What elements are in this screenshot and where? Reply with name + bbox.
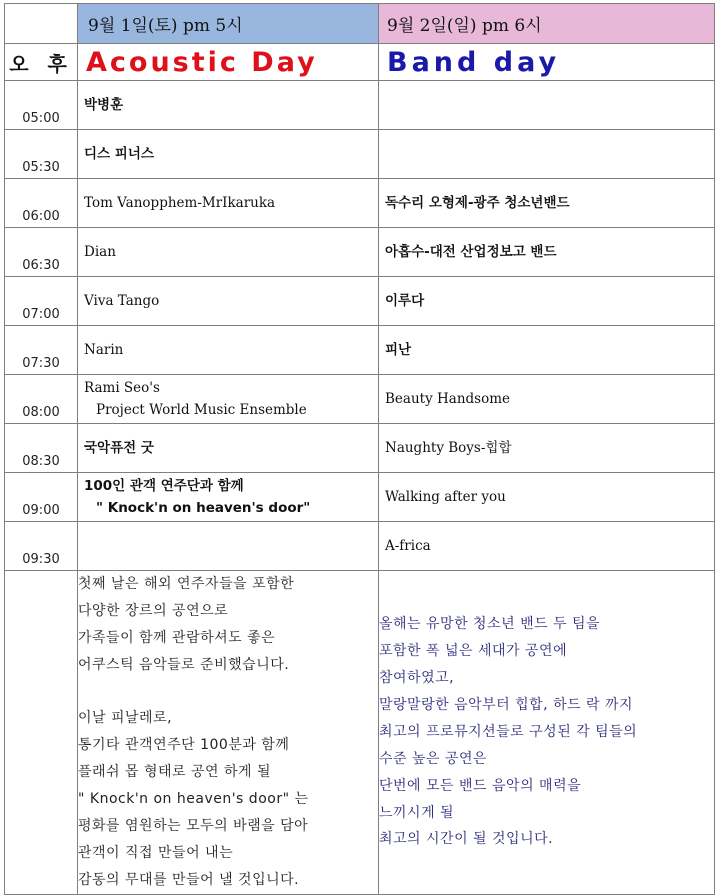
time-slot-row [5,277,715,326]
performer-line: Naughty Boys-힙합 [385,440,512,456]
description-line: 가족들이 함께 관람하셔도 좋은 [78,629,276,646]
sunday-performer-cell [379,522,715,571]
performer-line: " Knock'n on heaven's door" [96,500,311,516]
performer-line: 디스 피너스 [84,146,154,162]
saturday-performer-cell [78,130,379,179]
performer-line: Dian [84,244,116,260]
schedule-table [4,3,715,895]
sunday-date-header: 9월 2일(일) pm 6시 [379,4,715,44]
time-slot-row [5,130,715,179]
performer-line: 이루다 [385,293,425,309]
sunday-performer-cell [379,375,715,424]
time-slot-row [5,326,715,375]
time-slot-row [5,424,715,473]
sunday-performer-cell [379,81,715,130]
performer-line: A-frica [385,538,431,554]
time-slot-row [5,228,715,277]
description-line: 참여하였고, [379,670,455,687]
performer-line: Walking after you [385,489,506,505]
performer-line: Narin [84,342,124,358]
time-cell: 05:30 [5,130,78,179]
header-blank-cell [5,4,78,44]
description-line: 감동의 무대를 만들어 낼 것입니다. [78,871,300,888]
description-line: 포함한 폭 넓은 세대가 공연에 [379,643,568,660]
saturday-performer-cell [78,326,379,375]
description-row [5,571,715,895]
time-cell: 07:00 [5,277,78,326]
saturday-performer-cell [78,473,379,522]
saturday-performer-cell [78,424,379,473]
saturday-performer-cell [78,277,379,326]
description-line: 어쿠스틱 음악들로 준비했습니다. [78,656,290,673]
day-title-row [5,44,715,81]
time-cell: 09:30 [5,522,78,571]
time-cell: 08:00 [5,375,78,424]
saturday-performer-cell [78,179,379,228]
saturday-performer-cell [78,522,379,571]
pm-label: 오 후 [5,44,78,81]
sunday-performer-cell [379,130,715,179]
performer-line: 국악퓨전 굿 [84,440,154,456]
description-line: 관객이 직접 만들어 내는 [78,844,234,861]
description-blank-cell [5,571,78,895]
description-line [78,679,378,706]
description-line: 최고의 프로뮤지션들로 구성된 각 팀들의 [379,723,638,740]
band-day-title: Band day [379,44,715,81]
time-cell: 07:30 [5,326,78,375]
time-slot-row [5,179,715,228]
performer-line: 박병훈 [84,97,124,113]
time-slot-row [5,522,715,571]
performer-line: 피난 [385,342,412,358]
performer-line: 독수리 오형제-광주 청소년밴드 [385,195,570,211]
acoustic-day-title: Acoustic Day [78,44,379,81]
saturday-performer-cell [78,228,379,277]
sunday-performer-cell [379,473,715,522]
saturday-performer-cell [78,81,379,130]
time-cell: 09:00 [5,473,78,522]
description-line: 말랑말랑한 음악부터 힙합, 하드 락 까지 [379,697,634,713]
saturday-performer-cell [78,375,379,424]
description-line: " Knock'n on heaven's door" 는 [78,791,309,808]
sunday-performer-cell [379,424,715,473]
description-line: 이날 피날레로, [78,710,173,727]
description-line: 수준 높은 공연은 [379,750,488,767]
performer-line: 아홉수-대전 산업정보고 밴드 [385,244,557,260]
sunday-performer-cell [379,277,715,326]
description-line: 플래쉬 몹 형태로 공연 하게 될 [78,764,272,781]
description-line: 느끼시게 될 [379,804,455,821]
time-cell: 08:30 [5,424,78,473]
time-cell: 06:00 [5,179,78,228]
performer-line: Viva Tango [84,293,160,309]
saturday-description [78,571,379,895]
date-header-row [5,4,715,44]
time-cell: 06:30 [5,228,78,277]
description-line: 최고의 시간이 될 것입니다. [379,831,554,848]
time-cell: 05:00 [5,81,78,130]
description-line: 다양한 장르의 공연으로 [78,602,229,619]
sunday-performer-cell [379,179,715,228]
description-line: 통기타 관객연주단 100분과 함께 [78,737,290,754]
description-line: 단번에 모든 밴드 음악의 매력을 [379,777,582,794]
performer-line: Beauty Handsome [385,391,511,407]
sunday-description [379,571,715,895]
description-line: 첫째 날은 해외 연주자들을 포함한 [78,576,295,592]
time-slot-row [5,81,715,130]
saturday-date-header: 9월 1일(토) pm 5시 [78,4,379,44]
performer-line: Rami Seo's [84,380,160,396]
time-slot-row [5,473,715,522]
description-line: 평화를 염원하는 모두의 바램을 담아 [78,818,309,835]
sunday-performer-cell [379,326,715,375]
performer-line: Project World Music Ensemble [96,402,307,418]
time-slot-row [5,375,715,424]
description-line: 올해는 유망한 청소년 밴드 두 팀을 [379,616,601,633]
performer-line: Tom Vanopphem-MrIkaruka [84,195,276,211]
sunday-performer-cell [379,228,715,277]
performer-line: 100인 관객 연주단과 함께 [84,478,244,494]
